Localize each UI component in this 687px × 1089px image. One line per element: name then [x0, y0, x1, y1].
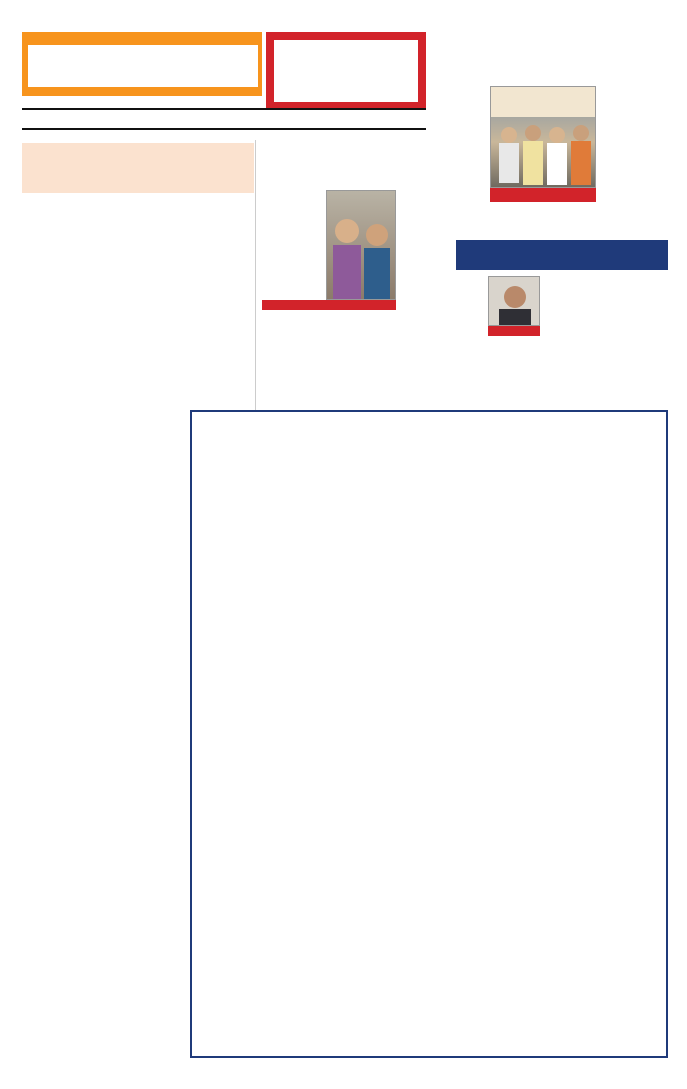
asif-photo: [488, 276, 540, 326]
siblings-photo: [326, 190, 396, 300]
left-column-headline: [22, 143, 254, 193]
city-label: [28, 110, 208, 128]
brand-right: [274, 40, 418, 102]
masthead: [22, 32, 426, 130]
date-label: [278, 110, 428, 128]
print-slug: [0, 0, 687, 14]
middle-body-col2: [400, 190, 452, 330]
middle-headline: [262, 146, 590, 168]
asif-caption: [488, 326, 540, 336]
page-number: [234, 98, 274, 128]
asif-portrait: [489, 277, 540, 326]
bolero-headline: [592, 236, 676, 288]
govt-advertisement: [190, 410, 668, 1058]
top-right-body-2: [600, 86, 666, 236]
siblings-graphic: [327, 191, 396, 300]
siblings-caption: [262, 300, 396, 310]
middle-body-col3: [456, 190, 590, 238]
middle-subhead: [262, 170, 590, 186]
brand-left: [28, 45, 258, 87]
